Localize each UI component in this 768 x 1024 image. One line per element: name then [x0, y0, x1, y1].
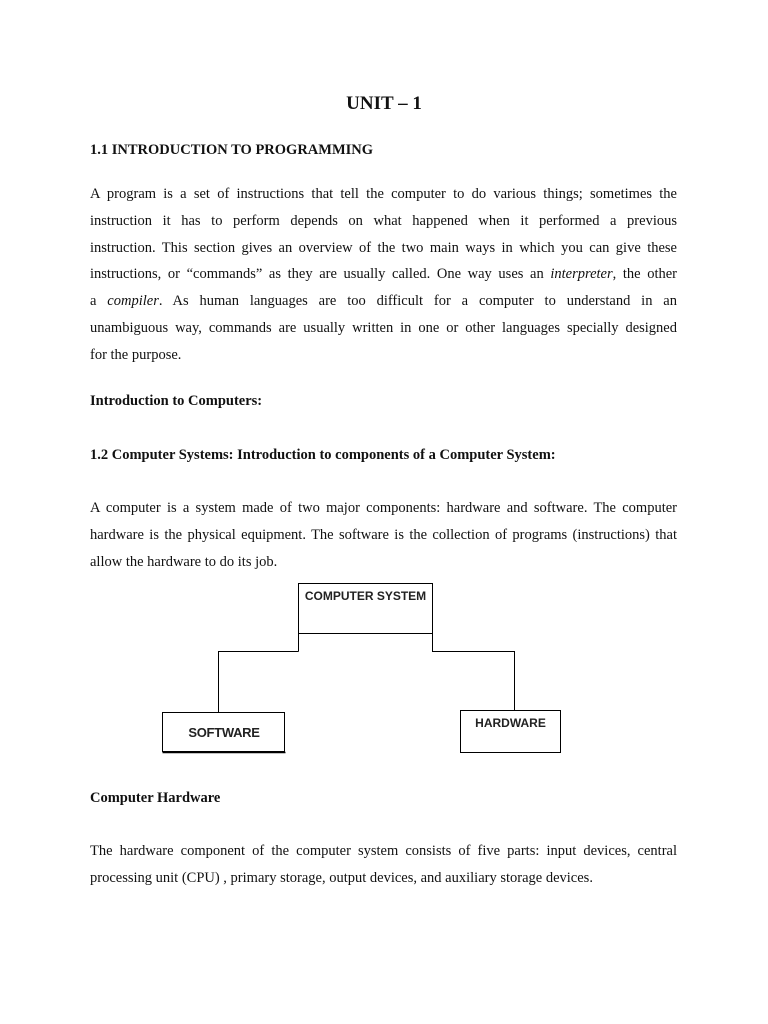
paragraph-line: allow the hardware to do its job.: [90, 553, 278, 570]
paragraph-line: A program is a set of instructions that tell the computer to do various things; sometimes the: [90, 186, 677, 202]
paragraph-line: processing unit (CPU) , primary storage, output devices, and auxiliary storage devices.: [90, 869, 593, 886]
paragraph-line: A computer is a system made of two major components: hardware and software. The computer: [90, 500, 677, 516]
computer-hardware-heading: Computer Hardware: [90, 790, 221, 806]
computer-system-label: COMPUTER SYSTEM: [304, 589, 427, 603]
compiler-term: compiler: [107, 293, 159, 310]
intro-computers-heading: Introduction to Computers:: [90, 393, 263, 409]
intro-programming-heading: 1.1 INTRODUCTION TO PROGRAMMING: [90, 142, 374, 158]
unit-title: UNIT – 1: [346, 93, 422, 114]
paragraph-line: a compiler. As human languages are too difficult for a computer to understand in an: [90, 293, 677, 310]
paragraph-line: unambiguous way, commands are usually written in one or other languages specially designed: [90, 319, 677, 336]
paragraph-line: The hardware component of the computer system consists of five parts: input devices, central: [90, 843, 677, 859]
paragraph-line: instructions, or “commands” as they are usually called. One way uses an interpreter, the other: [90, 266, 677, 283]
paragraph-line: instruction. This section gives an overview of the two main ways in which you can give these: [90, 239, 677, 256]
paragraph-line: hardware is the physical equipment. The software is the collection of programs (instructions) that: [90, 526, 677, 543]
hardware-label: HARDWARE: [475, 716, 546, 730]
computer-systems-heading: 1.2 Computer Systems: Introduction to components of a Computer System:: [90, 447, 556, 463]
computer-hardware-paragraph: [90, 838, 677, 892]
paragraph-line: for the purpose.: [90, 346, 182, 363]
software-label: SOFTWARE: [188, 725, 260, 740]
right-connector: [433, 634, 515, 711]
interpreter-term: interpreter: [550, 266, 613, 283]
paragraph-line: instruction it has to perform depends on what happened when it performed a previous: [90, 212, 677, 229]
left-connector: [219, 652, 299, 713]
